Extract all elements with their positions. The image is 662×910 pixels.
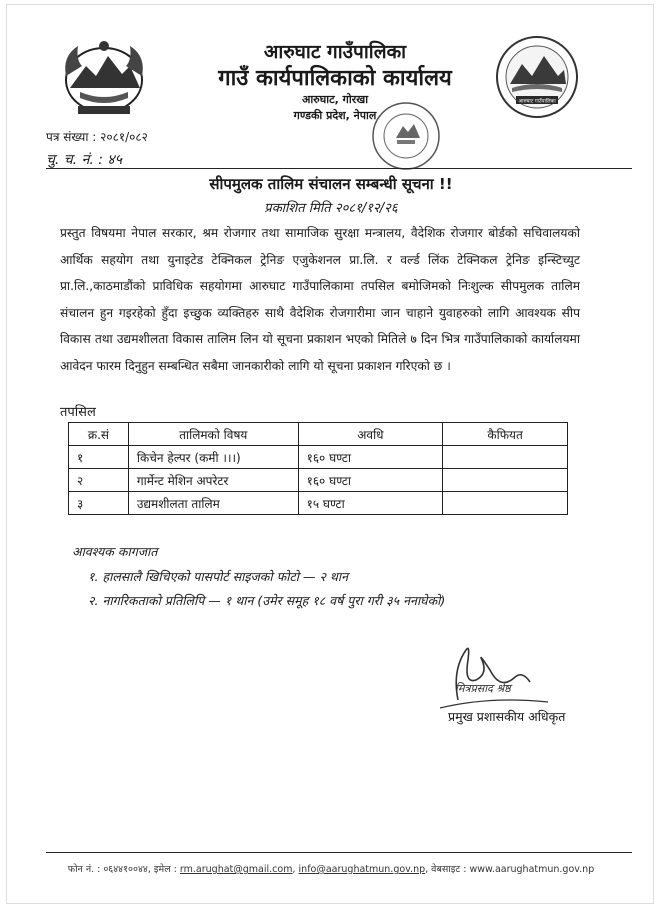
cell-serial: १ — [69, 446, 129, 469]
footer-website[interactable]: www.aarughatmun.gov.np — [469, 864, 595, 875]
signature-mark — [430, 640, 550, 710]
cell-duration: १५ घण्टा — [298, 492, 443, 515]
cell-subject: गार्मेन्ट मेशिन अपरेटर — [128, 469, 298, 492]
footer-phone: फोन नं. : ०६४४१००४४, इमेल : — [67, 864, 177, 875]
col-header-duration: अवधि — [298, 423, 443, 446]
office-seal-stamp — [370, 100, 442, 172]
notice-subject: सीपमुलक तालिम संचालन सम्बन्धी सूचना !! — [209, 175, 453, 193]
footer-website-label: , वेबसाइट : — [425, 864, 467, 875]
signatory-title: प्रमुख प्रशासकीय अधिकृत — [448, 709, 566, 724]
dispatch-number: चु. च. नं. : ४५ — [46, 152, 122, 168]
table-header-row — [69, 423, 568, 446]
signatory-name: मित्रप्रसाद श्रेष्ठ — [455, 682, 511, 695]
notice-body: प्रस्तुत विषयमा नेपाल सरकार, श्रम रोजगार तथा सामाजिक सुरक्षा मन्त्रालय, वैदेशिक रोजगार बोर्डको सचिवालयको आर्थिक सहयोग तथा युनाइटेड टेक्निकल ट्रेनिङ एजुकेशनल प्रा.लि. र वर्ल्ड लिंक टेक्निकल ट्रेनिङ इन्स्टिच्युट प्रा.लि.,काठमाडौंको प्राविधिक सहयोगमा आरुघाट गाउँपालिकामा तपसिल बमोजिमको निःशुल्क सीपमुलक तालिम संचालन हुन गइरहेको हुँदा इच्छुक व्यक्तिहरु साथै वैदेशिक रोजगारीमा जान चाहाने युवाहरुको लागि आवश्यक सीप विकास तथा उद्यमशीलता विकास तालिम लिन यो सूचना प्रकाशन भएको मितिले ७ दिन भित्र गाउँपालिकाको कार्यालयमा आवेदन फारम दिनुहुन सम्बन्धित सबैमा जानकारीको लागि यो सूचना प्रकाशन गरिएको छ । — [60, 226, 580, 373]
table-row — [69, 446, 568, 469]
letter-number: पत्र संख्या : २०८१/०८२ — [46, 130, 148, 144]
footer-email-link-2[interactable]: info@aarughatmun.gov.np — [298, 864, 426, 875]
cell-remarks — [443, 469, 568, 492]
required-docs-heading: आवश्यक कागजात — [72, 544, 158, 559]
office-address: आरुघाट, गोरखा — [301, 93, 369, 106]
table-row — [69, 492, 568, 515]
training-table — [68, 422, 568, 515]
logo-ribbon-text: आरुघाट गाउँपालिका — [518, 98, 556, 105]
col-header-remarks: कैफियत — [443, 423, 568, 446]
col-header-subject: तालिमको विषय — [128, 423, 298, 446]
footer-separator: , — [292, 864, 296, 875]
schedule-label: तपसिल — [60, 405, 96, 420]
cell-remarks — [443, 492, 568, 515]
cell-subject: किचेन हेल्पर (कमी ।।।) — [128, 446, 298, 469]
cell-remarks — [443, 446, 568, 469]
header-divider — [46, 168, 632, 169]
footer-contact — [0, 862, 662, 875]
office-name: गाउँ कार्यपालिकाको कार्यालय — [218, 66, 452, 91]
cell-serial: २ — [69, 469, 129, 492]
col-header-serial: क्र.सं — [69, 423, 129, 446]
required-doc-item: १. हालसालै खिचिएको पासपोर्ट साइजको फोटो — २ थान — [88, 569, 349, 584]
municipality-logo-icon — [492, 34, 582, 120]
cell-serial: ३ — [69, 492, 129, 515]
footer-divider — [46, 852, 632, 853]
government-emblem-icon — [58, 36, 150, 118]
cell-duration: १६० घण्टा — [298, 446, 443, 469]
cell-subject: उद्यमशीलता तालिम — [128, 492, 298, 515]
footer-email-link-1[interactable]: rm.arughat@gmail.com — [179, 864, 293, 875]
office-province: गण्डकी प्रदेश, नेपाल — [293, 109, 377, 122]
municipality-name: आरुघाट गाउँपालिका — [263, 41, 407, 63]
table-row — [69, 469, 568, 492]
cell-duration: १६० घण्टा — [298, 469, 443, 492]
required-doc-item: २. नागरिकताको प्रतिलिपि — १ थान (उमेर समूह १८ वर्ष पुरा गरी ३५ ननाघेको) — [88, 593, 446, 608]
publication-date: प्रकाशित मिति २०८१/१२/२६ — [264, 201, 398, 216]
